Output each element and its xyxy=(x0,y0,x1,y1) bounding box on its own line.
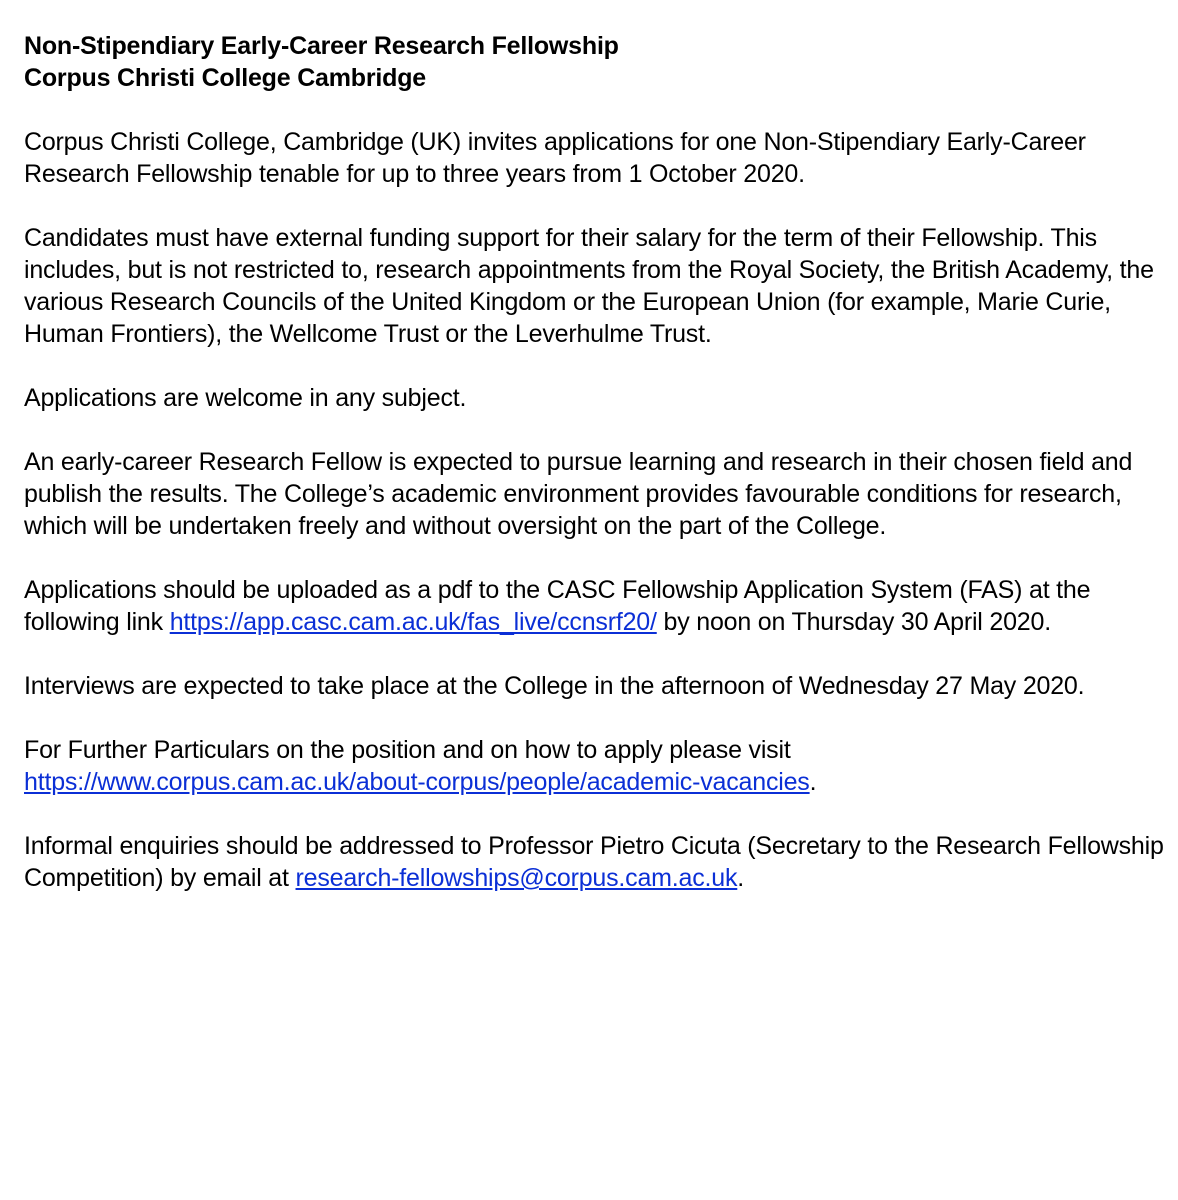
applications-text: Applications should be uploaded as a pdf to the CASC Fellowship Application System (FAS) at the following link xyxy=(24,576,1091,636)
document-subtitle: Corpus Christi College Cambridge xyxy=(24,64,426,92)
enquiries-paragraph xyxy=(24,830,1164,894)
particulars-text: For Further Particulars on the position and on how to apply please visit xyxy=(24,736,791,764)
subjects-paragraph: Applications are welcome in any subject. xyxy=(24,384,467,412)
enquiries-email-link[interactable]: research-fellowships@corpus.cam.ac.uk xyxy=(295,864,738,892)
intro-paragraph: Corpus Christi College, Cambridge (UK) invites applications for one Non-Stipendiary Early-Career Research Fellowship tenable for up to three years from 1 October 2020. xyxy=(24,128,1086,188)
fas-application-link[interactable]: https://app.casc.cam.ac.uk/fas_live/ccnsrf20/ xyxy=(169,608,657,636)
applications-paragraph xyxy=(24,574,1164,638)
funding-paragraph: Candidates must have external funding support for their salary for the term of their Fellowship. This includes, but is not restricted to, research appointments from the Royal Society, the British Academy, the various Research Councils of the United Kingdom or the European Union (for example, Marie Curie, Human Frontiers), the Wellcome Trust or the Leverhulme Trust. xyxy=(24,224,1154,348)
document-title: Non-Stipendiary Early-Career Research Fellowship xyxy=(24,32,619,60)
title-block xyxy=(24,30,1164,94)
academic-vacancies-link[interactable]: https://www.corpus.cam.ac.uk/about-corpus/people/academic-vacancies xyxy=(24,768,810,796)
enquiries-end: . xyxy=(737,864,745,892)
particulars-end: . xyxy=(809,768,817,796)
interviews-paragraph: Interviews are expected to take place at the College in the afternoon of Wednesday 27 May 2020. xyxy=(24,672,1085,700)
expectations-paragraph: An early-career Research Fellow is expected to pursue learning and research in their chosen field and publish the results. The College’s academic environment provides favourable conditions for research, which will be undertaken freely and without oversight on the part of the College. xyxy=(24,448,1133,540)
applications-deadline-text: by noon on Thursday 30 April 2020. xyxy=(656,608,1051,636)
enquiries-text: Informal enquiries should be addressed to Professor Pietro Cicuta (Secretary to the Research Fellowship Competition) by email at xyxy=(24,832,1164,892)
particulars-paragraph xyxy=(24,734,1164,798)
document xyxy=(24,30,1164,926)
